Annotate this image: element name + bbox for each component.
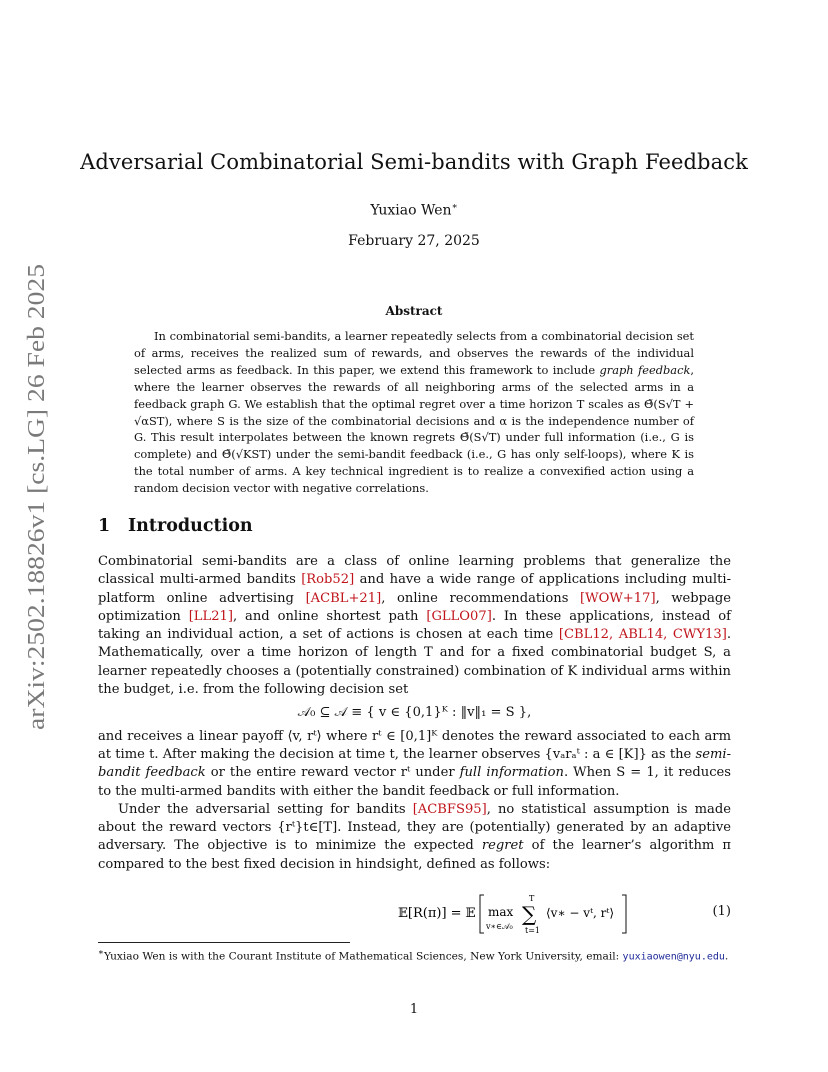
author-footnote-mark[interactable]: ∗ xyxy=(451,202,458,212)
citation-link[interactable]: [GLLO07] xyxy=(426,608,492,624)
citation-link[interactable]: [WOW+17] xyxy=(580,590,656,606)
regret-equation xyxy=(98,889,731,939)
citation-link[interactable]: [Rob52] xyxy=(301,572,355,588)
emphasis-semi-bandit-feedback: semi-bandit feedback xyxy=(98,746,731,781)
introduction-body xyxy=(98,553,731,874)
abstract-paragraph: In combinatorial semi-bandits, a learner repeatedly selects from a combinatorial decision set of arms, receives the realized sum of rewards, and observes the rewards of the individual selected arms as feedback. In this paper, we extend this framework to include graph feedback, where the learner observes the rewards of all neighboring arms of the selected arms in a feedback graph G. We establish that the optimal regret over a time horizon T scales as Θ̃(S√T + √αST), where S is the size of the combinatorial decisions and α is the independence number of G. This result interpolates between the known regrets Θ̃(S√T) under full information (i.e., G is complete) and Θ̃(√KST) under the semi-bandit feedback (i.e., G has only self-loops), where K is the total number of arms. A key technical ingredient is to realize a convexified action using a random decision vector with negative correlations. xyxy=(134,329,695,496)
citation-link[interactable]: [ACBL+21] xyxy=(305,590,382,606)
equation-number: (1) xyxy=(712,904,731,919)
emphasis-regret: regret xyxy=(481,838,524,854)
left-bracket xyxy=(480,895,484,933)
author-name: Yuxiao Wen xyxy=(370,202,452,219)
citation-link[interactable]: [CBL12, ABL14, CWY13] xyxy=(558,627,727,643)
author-email-link[interactable]: yuxiaowen@nyu.edu xyxy=(622,951,725,963)
abstract-heading: Abstract xyxy=(385,304,443,318)
author-line xyxy=(0,202,828,219)
arxiv-sidebar-stamp xyxy=(16,262,52,732)
footnote: ∗Yuxiao Wen is with the Courant Institute of Mathematical Sciences, New York University, email: yuxiaowen@nyu.edu. xyxy=(98,948,729,963)
sum-upper-limit: T xyxy=(529,894,535,903)
page-number: 1 xyxy=(409,1002,419,1017)
intro-paragraph-1: Combinatorial semi-bandits are a class of online learning problems that generalize the classical multi-armed bandits [Rob52] and have a wide range of applications including multi-platform online advertising [ACBL+21], online recommendations [WOW+17], webpage optimization [LL21], and online shortest path [GLLO07]. In these applications, instead of taking an individual action, a set of actions is chosen at each time [CBL12, ABL14, CWY13]. Mathematically, over a time horizon of length T and for a fixed combinatorial budget S, a learner repeatedly chooses a (potentially constrained) combination of K individual arms within the budget, i.e. from the following decision set xyxy=(98,554,732,698)
citation-link[interactable]: [LL21] xyxy=(188,608,233,624)
decision-set-equation: 𝒜₀ ⊆ 𝒜 ≡ { v ∈ {0,1}ᴷ : ‖v‖₁ = S }, xyxy=(297,705,532,721)
paper-title: Adversarial Combinatorial Semi-bandits with Graph Feedback xyxy=(80,150,748,174)
sum-lower-limit: t=1 xyxy=(525,926,541,935)
sum-symbol: ∑ xyxy=(522,902,537,926)
intro-paragraph-2: and receives a linear payoff ⟨v, rᵗ⟩ where rᵗ ∈ [0,1]ᴷ denotes the reward associated to each arm at time t. After making the decision at time t, the learner observes {vₐrₐᵗ : a ∈ [K]} as the semi-bandit feedback or the entire reward vector rᵗ under full information. When S = 1, it reduces to the multi-armed bandits with either the bandit feedback or full information. xyxy=(98,728,731,799)
max-operator: max xyxy=(488,905,514,919)
footnote-rule xyxy=(98,942,350,943)
max-subscript: v∗∈𝒜₀ xyxy=(486,922,513,931)
section-title: Introduction xyxy=(128,516,253,536)
section-heading xyxy=(98,516,253,536)
footnote-mark: ∗ xyxy=(98,948,105,958)
intro-paragraph-3: Under the adversarial setting for bandits [ACBFS95], no statistical assumption is made about the reward vectors {rᵗ}t∈[T]. Instead, they are (potentially) generated by an adaptive adversary. The objective is to minimize the expected regret of the learner’s algorithm π compared to the best fixed decision in hindsight, defined as follows: xyxy=(98,801,732,872)
citation-link[interactable]: [ACBFS95] xyxy=(412,801,487,817)
arxiv-identifier: arXiv:2502.18826v1 [cs.LG] 26 Feb 2025 xyxy=(24,324,50,730)
emphasis-full-information: full information xyxy=(459,765,564,781)
emphasis-graph-feedback: graph feedback xyxy=(599,362,691,377)
regret-lhs: 𝔼[R(π)] = 𝔼 xyxy=(398,906,476,921)
paper-date: February 27, 2025 xyxy=(348,233,480,249)
regret-term: ⟨v∗ − vᵗ, rᵗ⟩ xyxy=(546,906,615,920)
abstract-body xyxy=(134,328,694,497)
right-bracket xyxy=(622,895,626,933)
section-number: 1 xyxy=(98,516,111,536)
regret-formula xyxy=(398,889,638,939)
